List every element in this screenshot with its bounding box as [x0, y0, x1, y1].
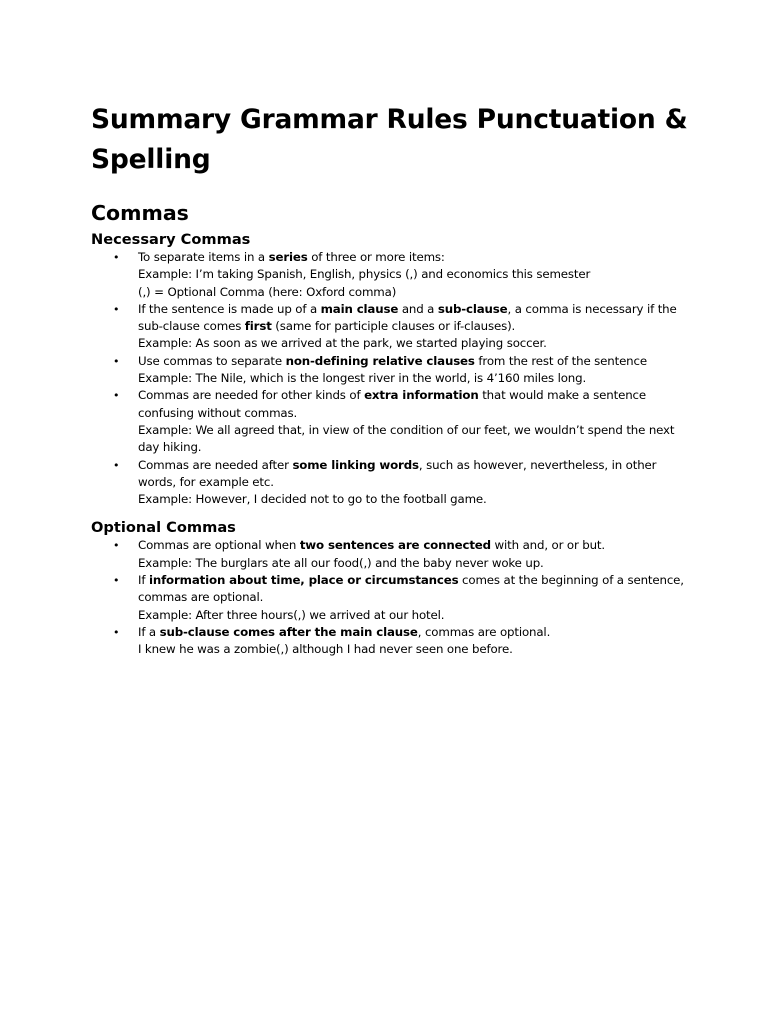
example-line: Example: However, I decided not to go to the football game. [138, 492, 487, 507]
rule-keyword: series [268, 250, 308, 264]
rule-text: of three or more items: [307, 250, 445, 264]
rule-text: , a comma is necessary if the [507, 301, 677, 316]
example-line: I knew he was a zombie(,) although I had never seen one before. [138, 642, 513, 657]
rule-text: from the rest of the sentence [474, 353, 647, 368]
rule-line: confusing without commas. [138, 405, 298, 420]
bullet-icon: • [113, 458, 120, 472]
example-line: day hiking. [138, 440, 202, 455]
bullet-icon: • [113, 251, 120, 264]
rule-line [138, 387, 691, 404]
subheading-optional-commas: Optional Commas [91, 519, 236, 537]
rule-line: commas are optional. [138, 590, 264, 605]
document-title: Summary Grammar Rules Punctuation & Spelling [91, 104, 688, 175]
example-line: Example: As soon as we arrived at the park, we started playing soccer. [138, 336, 547, 351]
section-heading-commas: Commas [91, 201, 189, 225]
bullet-icon: • [113, 625, 120, 639]
rule-text: If a [138, 624, 160, 639]
rule-text: Commas are optional when [138, 538, 300, 553]
bullet-icon: • [113, 574, 120, 588]
rule-keyword: some linking words [292, 457, 419, 472]
bullet-icon: • [113, 302, 120, 316]
rule-text: , such as however, nevertheless, in other [418, 457, 657, 472]
rule-line [138, 537, 691, 554]
rule-keyword: extra information [364, 388, 479, 403]
example-note: (,) = Optional Comma (here: Oxford comma) [138, 284, 397, 299]
list-item [91, 624, 691, 659]
rule-line [138, 318, 691, 335]
rule-text: To separate items in a [138, 250, 269, 264]
rule-keyword: sub-clause [437, 301, 508, 316]
rule-line [138, 572, 691, 589]
rule-keyword: first [244, 319, 272, 334]
list-item [91, 572, 691, 624]
rule-text: with and, or or but. [490, 538, 606, 553]
list-item [91, 301, 691, 353]
bullet-icon: • [113, 389, 120, 403]
bullet-icon: • [113, 354, 120, 368]
rule-keyword: main clause [320, 301, 399, 316]
example-line: Example: I’m taking Spanish, English, physics (,) and economics this semester [138, 267, 591, 282]
subheading-necessary-commas: Necessary Commas [91, 231, 251, 248]
document-page [91, 100, 691, 659]
rule-text: , commas are optional. [417, 624, 551, 639]
necessary-commas-list [91, 249, 691, 508]
rule-keyword: two sentences are connected [299, 538, 491, 553]
example-line: Example: The Nile, which is the longest river in the world, is 4’160 miles long. [138, 371, 587, 386]
bullet-icon: • [113, 539, 120, 553]
rule-keyword: information about time, place or circumstances [148, 573, 459, 588]
list-item [91, 387, 691, 456]
list-item [91, 249, 691, 301]
rule-text: sub-clause comes [138, 319, 245, 334]
rule-line [138, 624, 691, 641]
rule-text: Commas are needed after [138, 457, 293, 472]
rule-text: (same for participle clauses or if-clauses). [271, 319, 516, 334]
list-item [91, 537, 691, 572]
rule-text: If the sentence is made up of a [138, 301, 321, 316]
rule-keyword: non-defining relative clauses [285, 353, 475, 368]
example-line: Example: The burglars ate all our food(,) and the baby never woke up. [138, 555, 544, 570]
optional-commas-list [91, 537, 691, 658]
example-line: Example: We all agreed that, in view of the condition of our feet, we wouldn’t spend the next [138, 422, 675, 437]
rule-line [138, 353, 691, 370]
rule-text: comes at the beginning of a sentence, [458, 573, 684, 588]
rule-text: Commas are needed for other kinds of [138, 388, 365, 403]
list-item [91, 457, 691, 509]
rule-line [138, 249, 691, 266]
rule-text: and a [398, 301, 438, 316]
rule-keyword: sub-clause comes after the main clause [159, 624, 418, 639]
rule-text: Use commas to separate [138, 353, 286, 368]
rule-line: words, for example etc. [138, 474, 274, 489]
list-item [91, 353, 691, 388]
rule-line [138, 301, 691, 318]
rule-text: If [138, 573, 149, 588]
rule-line [138, 457, 691, 474]
rule-text: that would make a sentence [478, 388, 646, 403]
example-line: Example: After three hours(,) we arrived at our hotel. [138, 607, 445, 622]
